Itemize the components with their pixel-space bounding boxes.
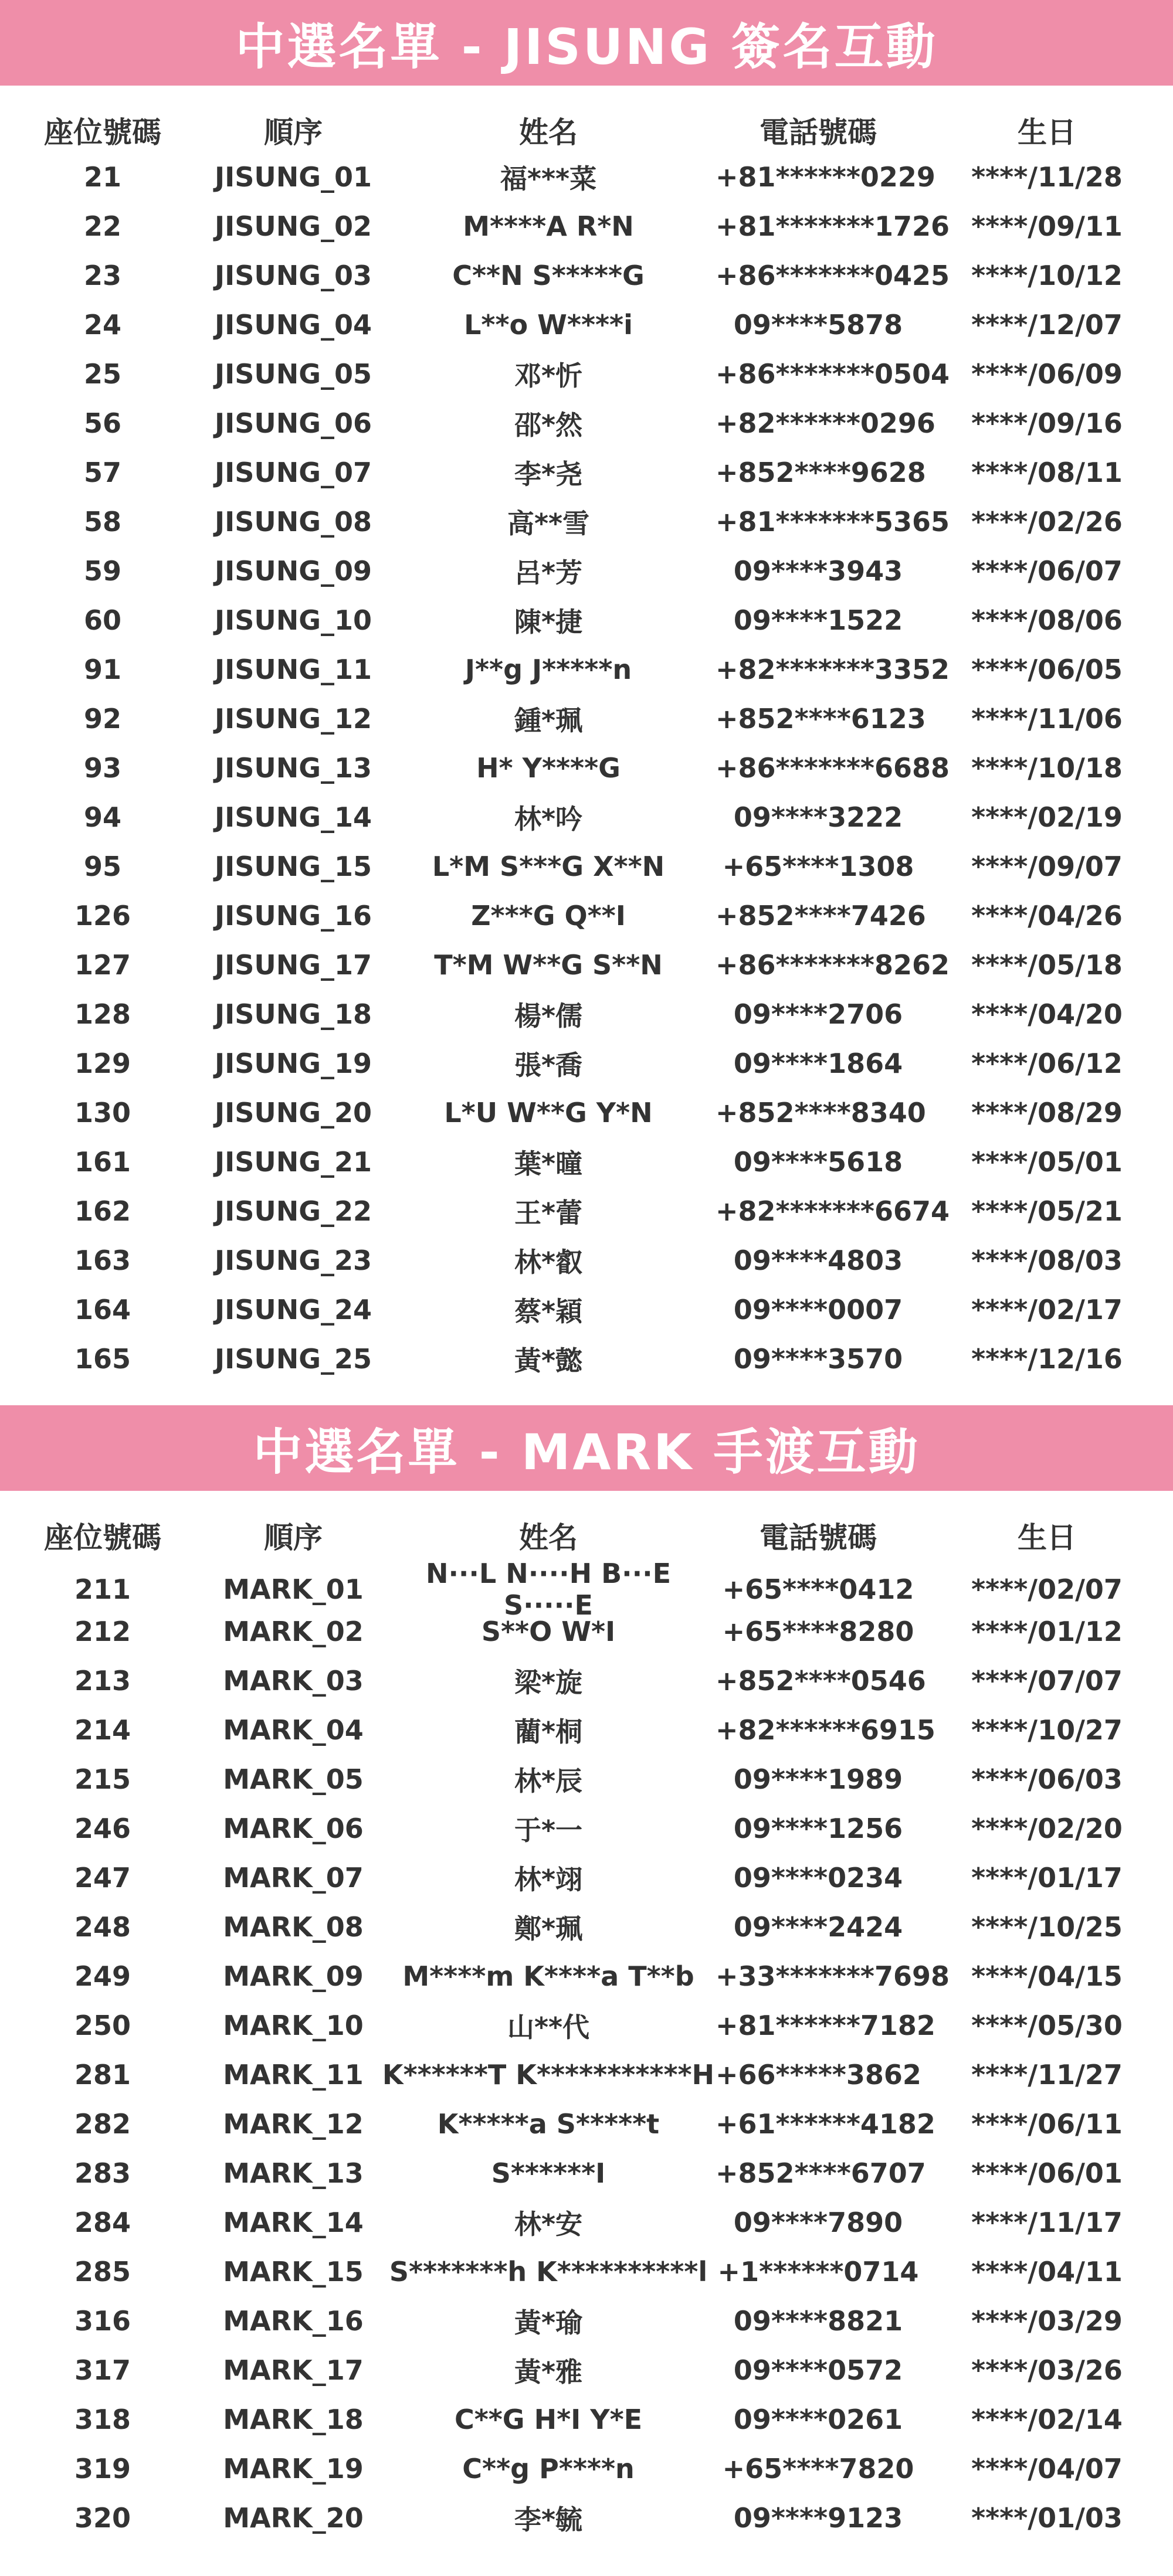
cell-order: JISUNG_20 [215, 1097, 372, 1129]
cell-birthday: ****/02/14 [971, 2404, 1123, 2435]
cell-order: MARK_05 [223, 1763, 364, 1795]
cell-seat: 59 [83, 555, 121, 587]
section-banner-title: 中選名單 - JISUNG 簽名互動 [0, 0, 1173, 86]
cell-seat: 318 [74, 2404, 131, 2435]
cell-phone: 09****3570 [733, 1343, 903, 1375]
cell-name: S*******h K**********l [389, 2256, 708, 2288]
cell-seat: 162 [74, 1195, 131, 1227]
header-phone: 電話號碼 [760, 115, 877, 149]
cell-order: JISUNG_02 [215, 210, 372, 242]
cell-birthday: ****/02/07 [971, 1574, 1123, 1605]
table-row [0, 2198, 1173, 2247]
cell-name: 黃*懿 [514, 1345, 583, 1377]
cell-order: MARK_19 [223, 2453, 364, 2485]
cell-seat: 25 [83, 358, 121, 390]
cell-phone: +852****7426 [716, 900, 926, 932]
cell-phone: +852****0546 [716, 1665, 926, 1697]
cell-birthday: ****/11/27 [971, 2059, 1123, 2091]
cell-order: JISUNG_19 [215, 1048, 372, 1079]
cell-birthday: ****/04/07 [971, 2453, 1123, 2485]
cell-order: MARK_12 [223, 2108, 364, 2140]
cell-birthday: ****/06/03 [971, 1763, 1123, 1795]
cell-seat: 57 [83, 457, 121, 488]
table-row [0, 2050, 1173, 2099]
cell-phone: +81*******5365 [716, 506, 950, 538]
table-row [0, 1705, 1173, 1755]
table-row [0, 251, 1173, 300]
header-birthday: 生日 [1018, 1521, 1076, 1555]
cell-order: MARK_03 [223, 1665, 364, 1697]
cell-phone: +65****8280 [722, 1616, 914, 1647]
cell-birthday: ****/03/29 [971, 2305, 1123, 2337]
cell-name: 蔡*穎 [514, 1296, 583, 1327]
cell-phone: 09****2424 [733, 1911, 903, 1943]
table-row [0, 596, 1173, 645]
cell-seat: 126 [74, 900, 131, 932]
cell-phone: 09****3222 [733, 801, 903, 833]
cell-phone: +81*******1726 [716, 210, 950, 242]
header-seat: 座位號碼 [44, 115, 161, 149]
table-row [0, 2346, 1173, 2395]
cell-name: 鍾*珮 [514, 705, 583, 736]
cell-name: 邓*忻 [514, 360, 583, 392]
cell-seat: 283 [74, 2157, 131, 2189]
table-row [0, 2444, 1173, 2493]
table-row [0, 1755, 1173, 1804]
cell-name: T*M W**G S**N [434, 949, 663, 981]
cell-name: 李*尧 [514, 458, 583, 490]
cell-birthday: ****/06/09 [971, 358, 1123, 390]
cell-seat: 317 [74, 2354, 131, 2386]
cell-phone: 09****0007 [733, 1294, 903, 1326]
cell-order: JISUNG_22 [215, 1195, 372, 1227]
cell-birthday: ****/12/16 [971, 1343, 1123, 1375]
cell-name: 黃*瑜 [514, 2307, 583, 2339]
cell-seat: 247 [74, 1862, 131, 1894]
cell-name: 高**雪 [507, 508, 590, 539]
table-row [0, 1137, 1173, 1187]
cell-birthday: ****/08/11 [971, 457, 1123, 488]
cell-seat: 213 [74, 1665, 131, 1697]
cell-phone: 09****0261 [733, 2404, 903, 2435]
cell-order: MARK_04 [223, 1714, 364, 1746]
table-row [0, 1187, 1173, 1236]
cell-phone: +852****8340 [716, 1097, 926, 1129]
table-row [0, 1039, 1173, 1088]
cell-birthday: ****/06/07 [971, 555, 1123, 587]
cell-seat: 163 [74, 1245, 131, 1276]
cell-birthday: ****/06/11 [971, 2108, 1123, 2140]
cell-birthday: ****/09/16 [971, 407, 1123, 439]
cell-seat: 249 [74, 1960, 131, 1992]
table-row [0, 349, 1173, 399]
cell-seat: 285 [74, 2256, 131, 2288]
cell-seat: 58 [83, 506, 121, 538]
table-row [0, 2149, 1173, 2198]
table-row [0, 793, 1173, 842]
cell-order: MARK_11 [223, 2059, 364, 2091]
table-row [0, 1088, 1173, 1137]
cell-order: MARK_13 [223, 2157, 364, 2189]
cell-phone: +81******7182 [716, 2010, 935, 2041]
cell-order: JISUNG_07 [215, 457, 372, 488]
cell-birthday: ****/06/12 [971, 1048, 1123, 1079]
cell-seat: 215 [74, 1763, 131, 1795]
cell-order: JISUNG_18 [215, 998, 372, 1030]
cell-order: JISUNG_12 [215, 703, 372, 735]
cell-name: C**g P****n [462, 2453, 635, 2485]
cell-order: MARK_18 [223, 2404, 364, 2435]
table-row [0, 1804, 1173, 1853]
cell-order: MARK_01 [223, 1574, 364, 1605]
cell-birthday: ****/09/07 [971, 851, 1123, 882]
cell-phone: 09****8821 [733, 2305, 903, 2337]
cell-order: JISUNG_01 [215, 161, 372, 193]
cell-seat: 281 [74, 2059, 131, 2091]
cell-birthday: ****/08/03 [971, 1245, 1123, 1276]
cell-phone: +852****6707 [716, 2157, 926, 2189]
mark-section [0, 1405, 1173, 2543]
cell-name: 林*辰 [514, 1765, 583, 1797]
cell-seat: 91 [83, 654, 121, 685]
cell-order: JISUNG_08 [215, 506, 372, 538]
cell-phone: +66*****3862 [716, 2059, 921, 2091]
cell-seat: 22 [83, 210, 121, 242]
table-row [0, 1952, 1173, 2001]
cell-seat: 60 [83, 604, 121, 636]
cell-order: JISUNG_24 [215, 1294, 372, 1326]
cell-name: M****A R*N [463, 210, 634, 242]
cell-seat: 127 [74, 949, 131, 981]
header-phone: 電話號碼 [760, 1521, 877, 1555]
cell-seat: 282 [74, 2108, 131, 2140]
table-row [0, 546, 1173, 596]
cell-order: JISUNG_16 [215, 900, 372, 932]
cell-name: 林*安 [514, 2208, 583, 2240]
cell-birthday: ****/07/07 [971, 1665, 1123, 1697]
cell-seat: 56 [83, 407, 121, 439]
cell-seat: 250 [74, 2010, 131, 2041]
winner-list [0, 1558, 1173, 2543]
cell-order: MARK_15 [223, 2256, 364, 2288]
winner-list [0, 152, 1173, 1384]
cell-birthday: ****/04/26 [971, 900, 1123, 932]
cell-name: C**N S*****G [452, 260, 645, 291]
cell-seat: 130 [74, 1097, 131, 1129]
cell-phone: +65****0412 [722, 1574, 914, 1605]
cell-birthday: ****/10/25 [971, 1911, 1123, 1943]
cell-seat: 128 [74, 998, 131, 1030]
cell-order: JISUNG_14 [215, 801, 372, 833]
cell-name: 梁*旋 [514, 1667, 583, 1698]
cell-order: JISUNG_17 [215, 949, 372, 981]
cell-birthday: ****/05/18 [971, 949, 1123, 981]
table-row [0, 891, 1173, 940]
cell-seat: 320 [74, 2502, 131, 2534]
cell-phone: +1******0714 [717, 2256, 919, 2288]
table-row [0, 399, 1173, 448]
cell-birthday: ****/11/06 [971, 703, 1123, 735]
cell-phone: 09****3943 [733, 555, 903, 587]
cell-seat: 93 [83, 752, 121, 784]
table-header [0, 109, 1173, 150]
cell-seat: 164 [74, 1294, 131, 1326]
table-row [0, 1558, 1173, 1621]
cell-name: 邵*然 [514, 409, 583, 441]
cell-phone: +61******4182 [716, 2108, 935, 2140]
cell-seat: 94 [83, 801, 121, 833]
table-row [0, 152, 1173, 202]
cell-phone: 09****0234 [733, 1862, 903, 1894]
header-name: 姓名 [519, 115, 578, 149]
table-row [0, 1853, 1173, 1902]
cell-name: 山**代 [507, 2011, 590, 2043]
cell-order: JISUNG_25 [215, 1343, 372, 1375]
table-row [0, 202, 1173, 251]
cell-name: 于*一 [514, 1814, 583, 1846]
cell-phone: +82*******6674 [716, 1195, 950, 1227]
cell-name: L*M S***G X**N [432, 851, 665, 882]
cell-birthday: ****/01/12 [971, 1616, 1123, 1647]
cell-order: JISUNG_05 [215, 358, 372, 390]
cell-seat: 24 [83, 309, 121, 341]
cell-birthday: ****/02/20 [971, 1813, 1123, 1844]
table-row [0, 448, 1173, 497]
cell-birthday: ****/10/18 [971, 752, 1123, 784]
cell-phone: +82*******3352 [716, 654, 950, 685]
cell-phone: +81******0229 [716, 161, 935, 193]
cell-seat: 284 [74, 2207, 131, 2238]
cell-name: 林*吟 [514, 803, 583, 835]
header-birthday: 生日 [1018, 115, 1076, 149]
cell-phone: 09****5878 [733, 309, 903, 341]
table-row [0, 2247, 1173, 2296]
cell-seat: 214 [74, 1714, 131, 1746]
table-row [0, 497, 1173, 546]
cell-seat: 211 [74, 1574, 131, 1605]
table-row [0, 2099, 1173, 2149]
cell-birthday: ****/01/03 [971, 2502, 1123, 2534]
cell-order: MARK_07 [223, 1862, 364, 1894]
cell-birthday: ****/10/12 [971, 260, 1123, 291]
cell-seat: 165 [74, 1343, 131, 1375]
cell-order: MARK_17 [223, 2354, 364, 2386]
cell-name: N···L N····H B···E S·····E [425, 1558, 672, 1621]
cell-name: 李*毓 [514, 2504, 583, 2536]
cell-birthday: ****/04/11 [971, 2256, 1123, 2288]
header-order: 順序 [264, 1521, 323, 1555]
cell-phone: +82******6915 [716, 1714, 935, 1746]
cell-name: K*****a S*****t [437, 2108, 660, 2140]
cell-phone: +86*******8262 [716, 949, 950, 981]
cell-order: MARK_14 [223, 2207, 364, 2238]
cell-phone: +33*******7698 [716, 1960, 950, 1992]
cell-name: Z***G Q**I [471, 900, 626, 932]
table-header [0, 1514, 1173, 1555]
cell-phone: 09****9123 [733, 2502, 903, 2534]
cell-name: H* Y****G [476, 752, 621, 784]
cell-order: JISUNG_03 [215, 260, 372, 291]
cell-phone: 09****4803 [733, 1245, 903, 1276]
section-banner-title: 中選名單 - MARK 手渡互動 [0, 1405, 1173, 1491]
cell-name: 楊*儒 [514, 1000, 583, 1032]
cell-name: C**G H*I Y*E [454, 2404, 643, 2435]
table-row [0, 990, 1173, 1039]
cell-birthday: ****/06/01 [971, 2157, 1123, 2189]
cell-phone: +86*******6688 [716, 752, 950, 784]
cell-seat: 23 [83, 260, 121, 291]
table-row [0, 1236, 1173, 1285]
cell-order: JISUNG_09 [215, 555, 372, 587]
table-row [0, 1334, 1173, 1384]
table-row [0, 842, 1173, 891]
cell-birthday: ****/05/30 [971, 2010, 1123, 2041]
cell-birthday: ****/01/17 [971, 1862, 1123, 1894]
cell-birthday: ****/12/07 [971, 309, 1123, 341]
cell-birthday: ****/05/01 [971, 1146, 1123, 1178]
cell-birthday: ****/09/11 [971, 210, 1123, 242]
table-row [0, 2395, 1173, 2444]
cell-phone: 09****2706 [733, 998, 903, 1030]
table-row [0, 1656, 1173, 1705]
cell-birthday: ****/03/26 [971, 2354, 1123, 2386]
cell-seat: 316 [74, 2305, 131, 2337]
cell-name: 葉*曈 [514, 1148, 583, 1180]
cell-order: MARK_20 [223, 2502, 364, 2534]
cell-order: MARK_10 [223, 2010, 364, 2041]
cell-phone: +86*******0504 [716, 358, 950, 390]
cell-order: JISUNG_10 [215, 604, 372, 636]
cell-order: JISUNG_21 [215, 1146, 372, 1178]
cell-order: JISUNG_04 [215, 309, 372, 341]
cell-phone: 09****1864 [733, 1048, 903, 1079]
cell-birthday: ****/04/20 [971, 998, 1123, 1030]
cell-order: JISUNG_11 [215, 654, 372, 685]
cell-phone: +65****7820 [722, 2453, 914, 2485]
cell-name: M****m K****a T**b [402, 1960, 694, 1992]
cell-phone: +852****6123 [716, 703, 926, 735]
cell-birthday: ****/02/17 [971, 1294, 1123, 1326]
cell-order: JISUNG_15 [215, 851, 372, 882]
cell-name: 張*喬 [514, 1049, 583, 1081]
cell-order: MARK_09 [223, 1960, 364, 1992]
cell-name: K******T K***********H [382, 2059, 715, 2091]
table-row [0, 300, 1173, 349]
cell-phone: +852****9628 [716, 457, 926, 488]
cell-seat: 248 [74, 1911, 131, 1943]
cell-phone: 09****5618 [733, 1146, 903, 1178]
cell-seat: 319 [74, 2453, 131, 2485]
cell-birthday: ****/08/06 [971, 604, 1123, 636]
cell-order: MARK_08 [223, 1911, 364, 1943]
table-row [0, 645, 1173, 694]
cell-order: JISUNG_06 [215, 407, 372, 439]
cell-phone: +82******0296 [716, 407, 935, 439]
header-order: 順序 [264, 115, 323, 149]
cell-name: 陳*捷 [514, 606, 583, 638]
cell-birthday: ****/06/05 [971, 654, 1123, 685]
cell-phone: 09****0572 [733, 2354, 903, 2386]
table-row [0, 694, 1173, 743]
cell-name: 呂*芳 [514, 557, 583, 589]
cell-order: MARK_16 [223, 2305, 364, 2337]
cell-name: S**O W*I [481, 1616, 616, 1647]
cell-name: S******I [491, 2157, 606, 2189]
header-seat: 座位號碼 [44, 1521, 161, 1555]
cell-name: 黃*雅 [514, 2356, 583, 2388]
cell-seat: 212 [74, 1616, 131, 1647]
cell-seat: 21 [83, 161, 121, 193]
cell-name: 藺*桐 [514, 1716, 583, 1748]
cell-seat: 129 [74, 1048, 131, 1079]
cell-birthday: ****/08/29 [971, 1097, 1123, 1129]
cell-name: 鄭*珮 [514, 1913, 583, 1945]
cell-name: J**g J*****n [465, 654, 632, 685]
cell-birthday: ****/05/21 [971, 1195, 1123, 1227]
cell-phone: 09****1256 [733, 1813, 903, 1844]
table-row [0, 1902, 1173, 1952]
cell-birthday: ****/11/17 [971, 2207, 1123, 2238]
table-row [0, 1285, 1173, 1334]
cell-phone: +65****1308 [722, 851, 914, 882]
header-name: 姓名 [519, 1521, 578, 1555]
cell-name: 林*叡 [514, 1246, 583, 1278]
cell-seat: 92 [83, 703, 121, 735]
cell-name: L**o W****i [464, 309, 633, 341]
cell-name: 福***菜 [500, 163, 597, 195]
cell-seat: 246 [74, 1813, 131, 1844]
cell-name: L*U W**G Y*N [444, 1097, 653, 1129]
table-row [0, 2493, 1173, 2543]
table-row [0, 2001, 1173, 2050]
table-row [0, 940, 1173, 990]
cell-birthday: ****/02/26 [971, 506, 1123, 538]
cell-order: MARK_02 [223, 1616, 364, 1647]
table-row [0, 743, 1173, 793]
cell-name: 王*蕾 [514, 1197, 583, 1229]
cell-birthday: ****/11/28 [971, 161, 1123, 193]
cell-phone: 09****7890 [733, 2207, 903, 2238]
cell-phone: +86*******0425 [716, 260, 950, 291]
cell-birthday: ****/04/15 [971, 1960, 1123, 1992]
cell-name: 林*翊 [514, 1864, 583, 1895]
cell-order: JISUNG_23 [215, 1245, 372, 1276]
cell-phone: 09****1989 [733, 1763, 903, 1795]
cell-order: JISUNG_13 [215, 752, 372, 784]
cell-seat: 95 [83, 851, 121, 882]
cell-birthday: ****/02/19 [971, 801, 1123, 833]
cell-seat: 161 [74, 1146, 131, 1178]
cell-phone: 09****1522 [733, 604, 903, 636]
cell-order: MARK_06 [223, 1813, 364, 1844]
table-row [0, 2296, 1173, 2346]
cell-birthday: ****/10/27 [971, 1714, 1123, 1746]
